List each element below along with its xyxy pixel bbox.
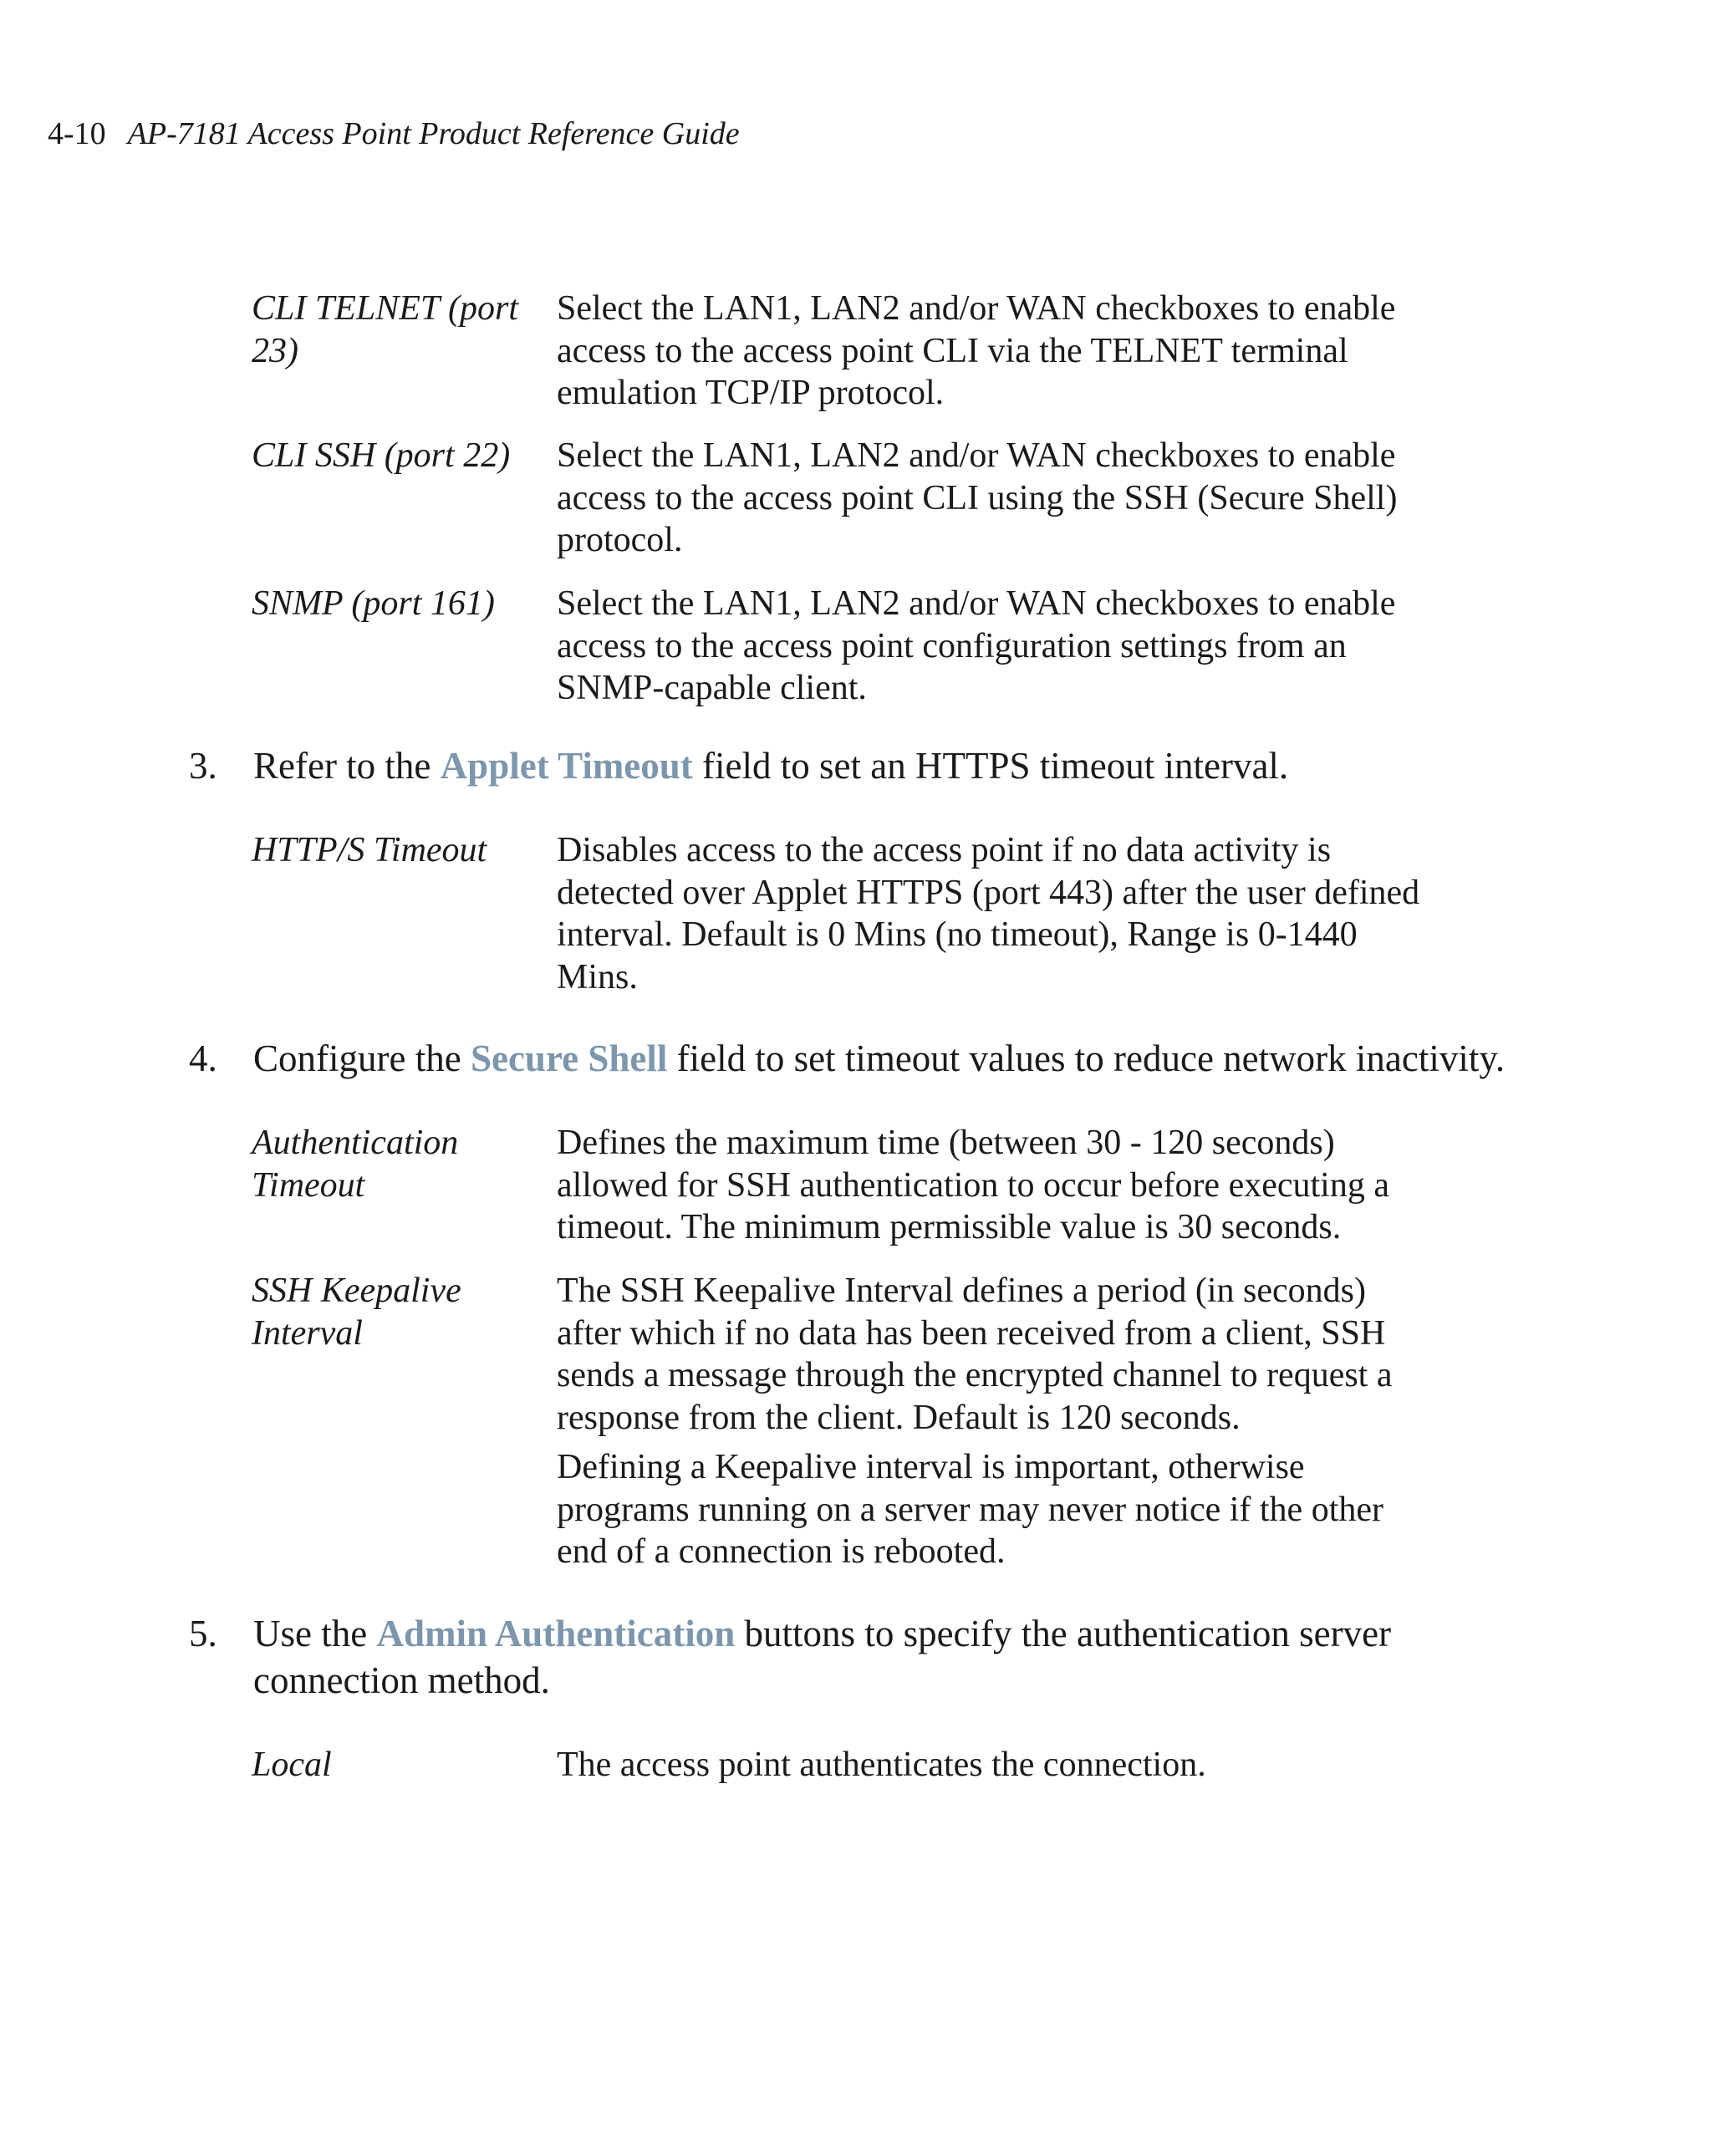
definition-description: Select the LAN1, LAN2 and/or WAN checkboxes to enable access to the access point CLI using the SSH (Secure Shell) protocol. xyxy=(557,436,1398,559)
definition-term: SNMP (port 161) xyxy=(252,584,495,623)
highlight-admin-authentication: Admin Authentication xyxy=(376,1613,736,1654)
definition-term: HTTP/S Timeout xyxy=(252,831,487,869)
step-text: Use the Admin Authentication buttons to specify the authentication server connection method. xyxy=(253,1613,1392,1701)
highlight-secure-shell: Secure Shell xyxy=(470,1037,668,1079)
definition-description: Select the LAN1, LAN2 and/or WAN checkboxes to enable access to the access point CLI via the TELNET terminal emulation TCP/IP protocol. xyxy=(557,289,1396,412)
guide-title: AP-7181 Access Point Product Reference Guide xyxy=(127,116,740,151)
definition-term: SSH Keepalive Interval xyxy=(252,1272,461,1353)
definition-description: Defines the maximum time (between 30 - 120 seconds) allowed for SSH authentication to occur before executing a timeout. The minimum permissible value is 30 seconds. xyxy=(557,1124,1389,1246)
definition-term: CLI SSH (port 22) xyxy=(252,436,511,475)
definition-description: The access point authenticates the connection. xyxy=(557,1746,1206,1784)
step-number: 3. xyxy=(189,745,217,787)
page-header xyxy=(48,115,740,152)
definition-term: Local xyxy=(252,1746,332,1784)
definition-description: Disables access to the access point if no data activity is detected over Applet HTTPS (port 443) after the user defined interval. Default is 0 Mins (no timeout), Range is 0-1440 Mins. xyxy=(557,831,1420,996)
definition-description: The SSH Keepalive Interval defines a period (in seconds) after which if no data has been received from a client, SSH sends a message through the encrypted channel to request a response from the client. Default is 120 seconds. Defining a Keepalive interval is important, otherwise programs running on a server may never notice if the other end of a connection is rebooted. xyxy=(557,1272,1393,1571)
page-number: 4-10 xyxy=(48,116,106,151)
definition-description: Select the LAN1, LAN2 and/or WAN checkboxes to enable access to the access point configuration settings from an SNMP-capable client. xyxy=(557,584,1396,707)
highlight-applet-timeout: Applet Timeout xyxy=(440,745,693,787)
step-text: Refer to the Applet Timeout field to set an HTTPS timeout interval. xyxy=(253,745,1289,787)
step-number: 5. xyxy=(189,1613,217,1654)
definition-term: CLI TELNET (port 23) xyxy=(252,289,518,370)
step-number: 4. xyxy=(189,1037,217,1079)
definition-term: Authentication Timeout xyxy=(252,1124,459,1205)
step-text: Configure the Secure Shell field to set timeout values to reduce network inactivity. xyxy=(253,1037,1506,1079)
